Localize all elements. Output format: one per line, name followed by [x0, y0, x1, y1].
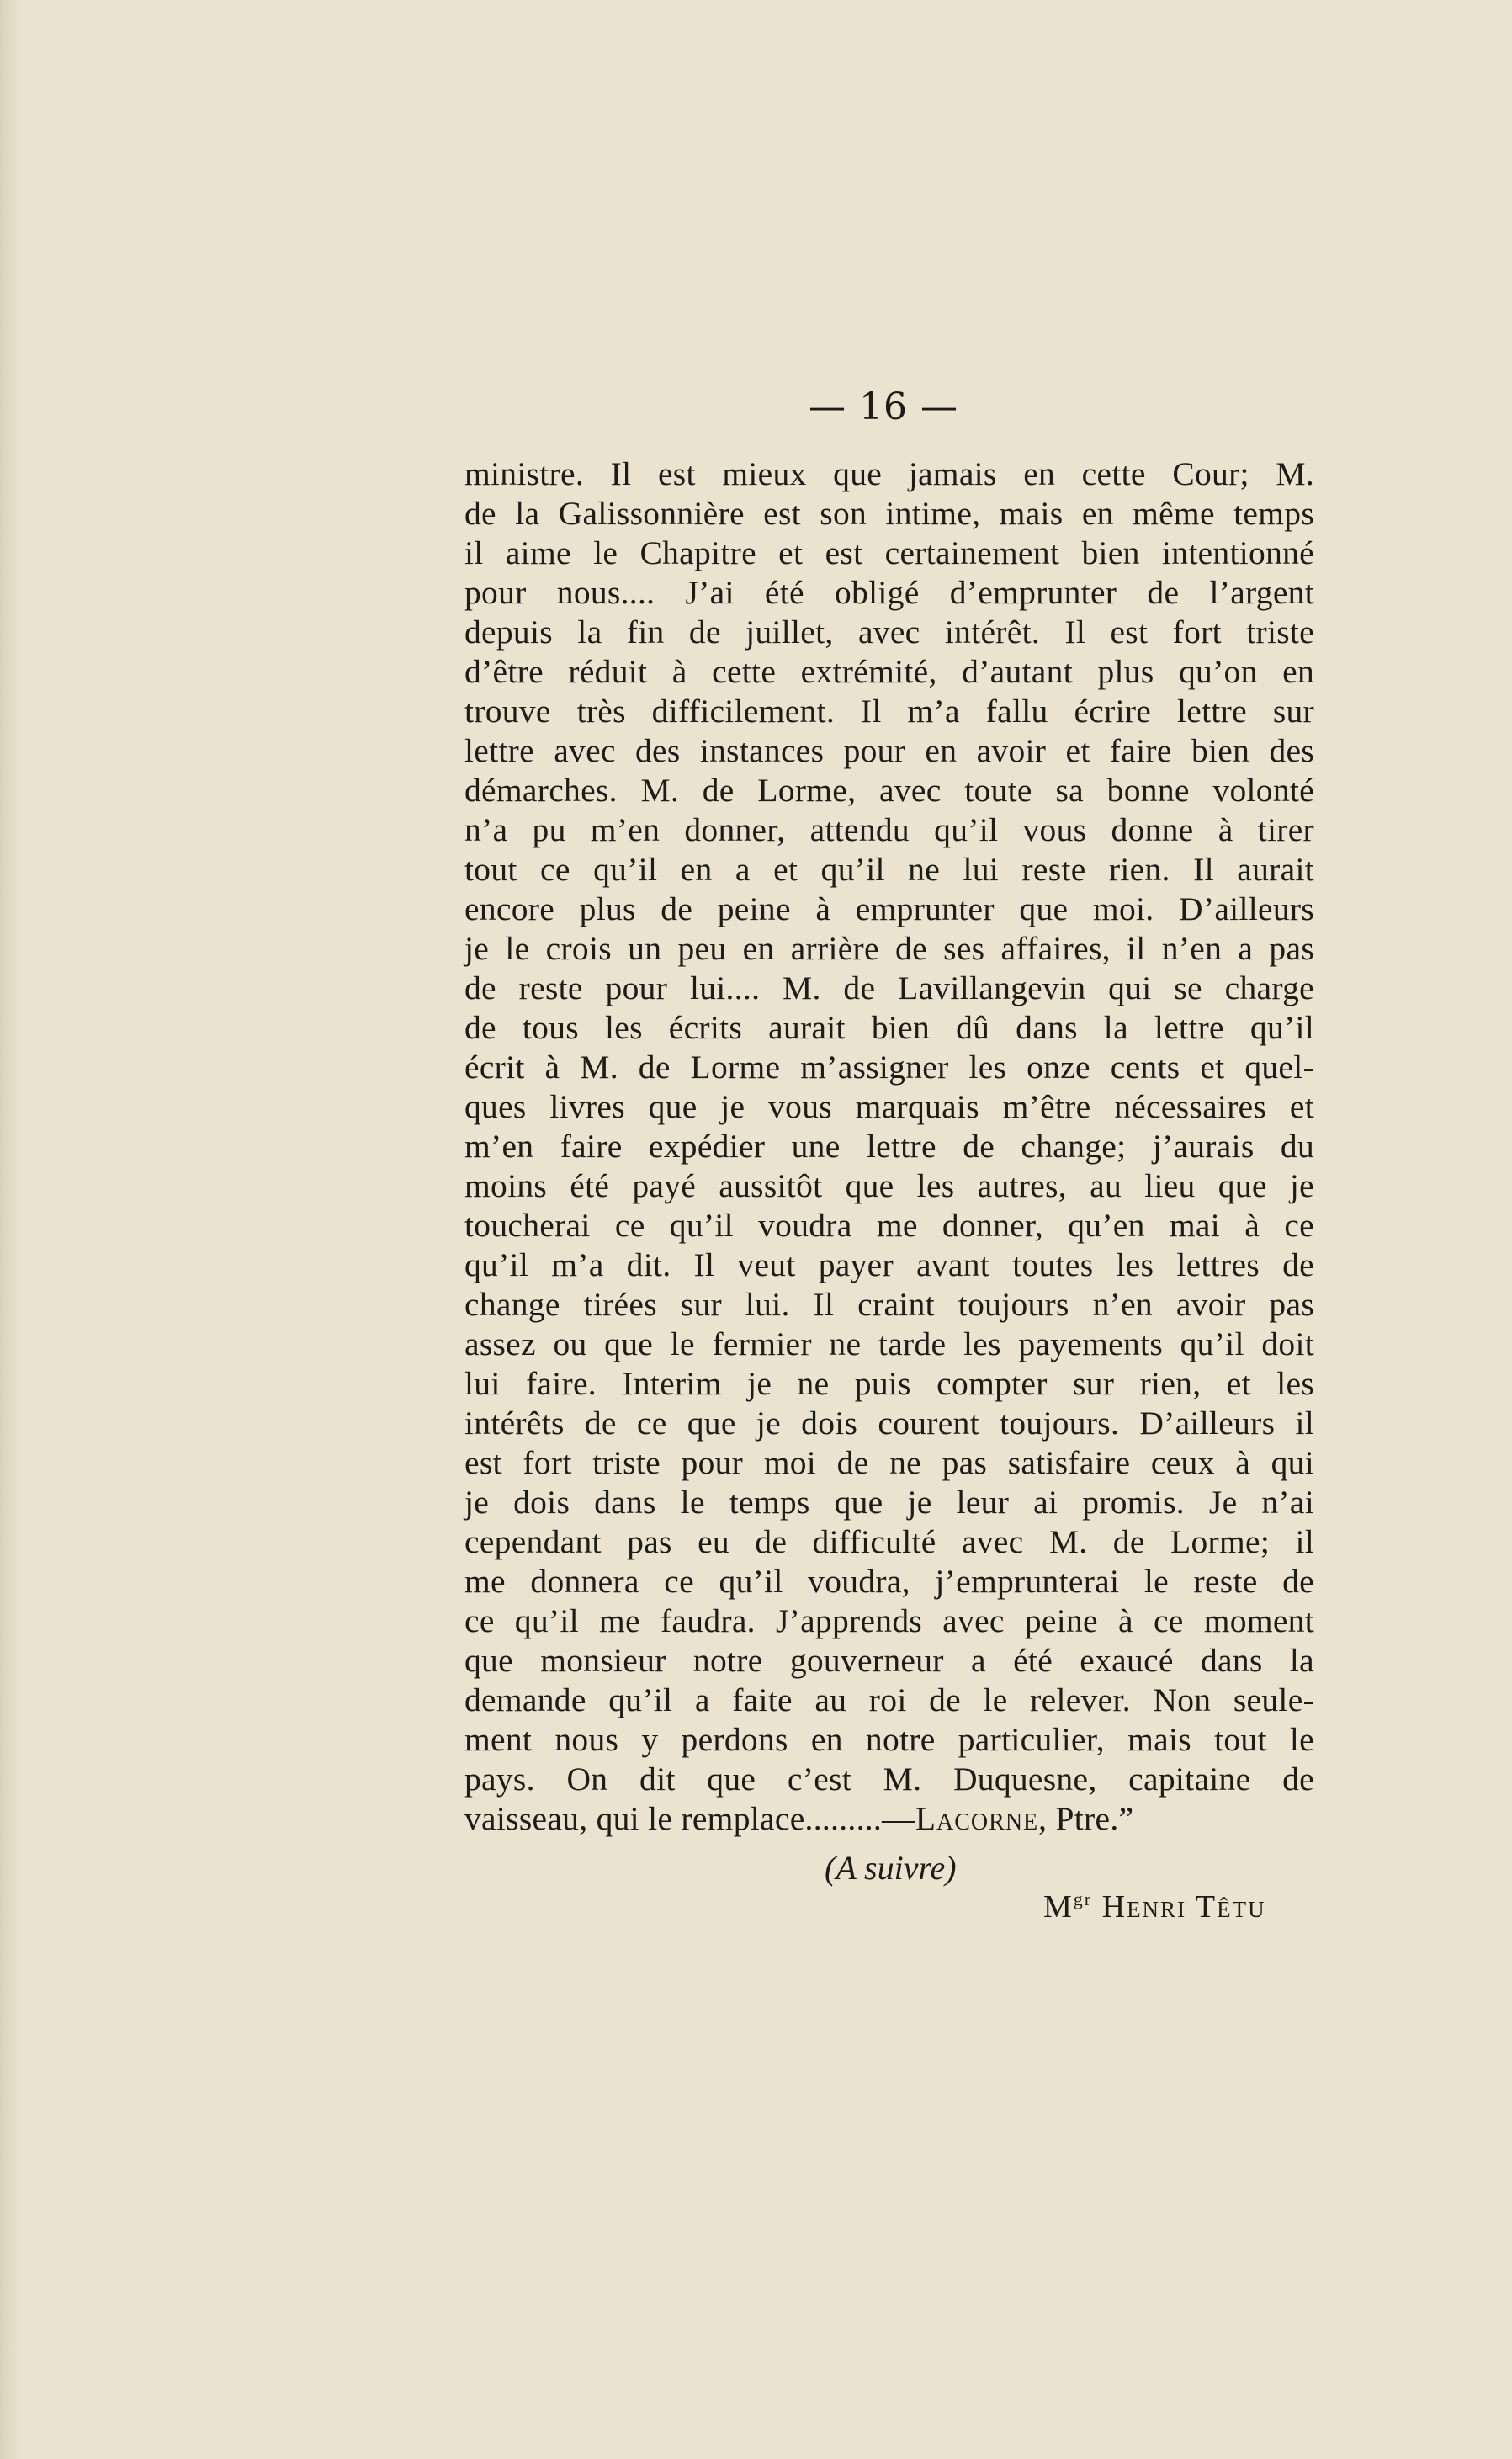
- text-line: il aime le Chapitre et est certainement bien intentionné: [464, 534, 1314, 571]
- text-line: cependant pas eu de difficulté avec M. de Lorme; il: [464, 1523, 1314, 1560]
- text-line: écrit à M. de Lorme m’assigner les onze cents et quel-: [464, 1049, 1314, 1086]
- text-line: de tous les écrits aurait bien dû dans la lettre qu’il: [464, 1009, 1314, 1046]
- text-line: depuis la fin de juillet, avec intérêt. Il est fort triste: [464, 613, 1314, 651]
- text-line: lui faire. Interim je ne puis compter sur rien, et les: [464, 1365, 1314, 1402]
- article-signature: [1043, 1888, 1266, 1925]
- text-line: me donnera ce qu’il voudra, j’emprunterai le reste de: [464, 1563, 1314, 1600]
- text-line: qu’il m’a dit. Il veut payer avant toutes les lettres de: [464, 1246, 1314, 1283]
- page-edge-shadow: [0, 0, 22, 2459]
- final-text-line: [464, 1799, 1314, 1839]
- page-number: — 16 —: [809, 385, 958, 428]
- text-line: ministre. Il est mieux que jamais en cette Cour; M.: [464, 455, 1314, 492]
- text-line: de reste pour lui.... M. de Lavillangevin qui se charge: [464, 969, 1314, 1006]
- text-line: je dois dans le temps que je leur ai promis. Je n’ai: [464, 1484, 1314, 1521]
- to-be-continued: (A suivre): [825, 1849, 957, 1887]
- text-line: pour nous.... J’ai été obligé d’emprunter de l’argent: [464, 574, 1314, 611]
- final-line-prefix: vaisseau, qui le remplace.........—: [464, 1800, 915, 1837]
- text-line: tout ce qu’il en a et qu’il ne lui reste rien. Il aurait: [464, 851, 1314, 888]
- text-line: que monsieur notre gouverneur a été exaucé dans la: [464, 1642, 1314, 1679]
- text-line: intérêts de ce que je dois courent toujours. D’ailleurs il: [464, 1405, 1314, 1442]
- signature-superscript: gr: [1073, 1888, 1093, 1909]
- letter-author: Lacorne: [915, 1800, 1039, 1837]
- final-line-suffix: , Ptre.”: [1038, 1800, 1134, 1837]
- signature-name: Henri Têtu: [1092, 1889, 1266, 1925]
- signature-prefix: M: [1043, 1889, 1074, 1925]
- text-line: je le crois un peu en arrière de ses affaires, il n’en a pas: [464, 930, 1314, 967]
- text-line: moins été payé aussitôt que les autres, au lieu que je: [464, 1167, 1314, 1204]
- text-line: est fort triste pour moi de ne pas satisfaire ceux à qui: [464, 1444, 1314, 1481]
- text-line: ce qu’il me faudra. J’apprends avec peine à ce moment: [464, 1602, 1314, 1639]
- text-line: change tirées sur lui. Il craint toujours n’en avoir pas: [464, 1286, 1314, 1323]
- text-line: toucherai ce qu’il voudra me donner, qu’en mai à ce: [464, 1207, 1314, 1244]
- text-line: pays. On dit que c’est M. Duquesne, capitaine de: [464, 1761, 1314, 1798]
- text-line: m’en faire expédier une lettre de change; j’aurais du: [464, 1128, 1314, 1165]
- text-line: demande qu’il a faite au roi de le relever. Non seule-: [464, 1681, 1314, 1718]
- text-line: assez ou que le fermier ne tarde les payements qu’il doit: [464, 1325, 1314, 1362]
- body-text: [464, 454, 1314, 1839]
- text-line: d’être réduit à cette extrémité, d’autant plus qu’on en: [464, 653, 1314, 690]
- text-line: de la Galissonnière est son intime, mais en même temps: [464, 495, 1314, 532]
- text-line: lettre avec des instances pour en avoir et faire bien des: [464, 732, 1314, 769]
- text-line: n’a pu m’en donner, attendu qu’il vous donne à tirer: [464, 811, 1314, 848]
- text-line: encore plus de peine à emprunter que moi. D’ailleurs: [464, 890, 1314, 927]
- text-line: ques livres que je vous marquais m’être nécessaires et: [464, 1088, 1314, 1125]
- text-line: ment nous y perdons en notre particulier, mais tout le: [464, 1721, 1314, 1758]
- text-line: démarches. M. de Lorme, avec toute sa bonne volonté: [464, 772, 1314, 809]
- text-line: trouve très difficilement. Il m’a fallu écrire lettre sur: [464, 693, 1314, 730]
